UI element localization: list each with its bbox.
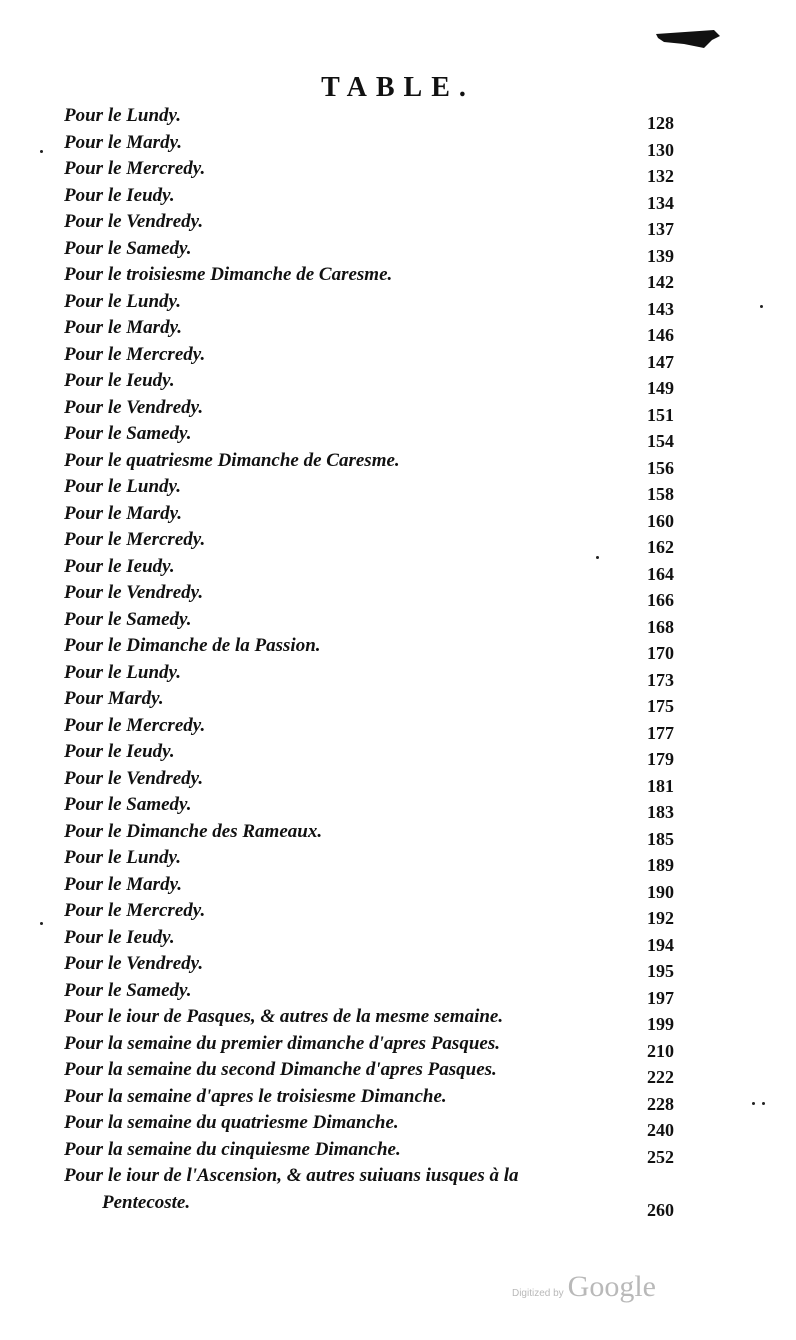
toc-entry xyxy=(64,1190,674,1220)
toc-entry xyxy=(64,395,674,425)
toc-entry-page: 132 xyxy=(647,166,674,186)
speck-mark xyxy=(762,1102,765,1105)
toc-entry-page: 143 xyxy=(647,298,674,319)
toc-entry-page: 190 xyxy=(647,881,674,902)
page-heading: TABLE. xyxy=(321,72,475,103)
toc-entry-page: 260 xyxy=(647,1199,674,1220)
toc-entry xyxy=(64,872,674,902)
speck-mark xyxy=(40,150,43,153)
toc-entry xyxy=(64,845,674,875)
toc-entry-label: Pour le Vendredy. xyxy=(64,396,204,418)
toc-entry xyxy=(64,1110,674,1140)
toc-entry xyxy=(64,130,674,160)
toc-entry-label: Pour le Mardy. xyxy=(64,873,183,895)
watermark-brand: Google xyxy=(567,1270,656,1303)
toc-entry-label: Pour le Vendredy. xyxy=(64,211,204,232)
toc-entry-page: 130 xyxy=(647,139,674,160)
toc-entry-label: Pour le Samedy. xyxy=(64,237,192,259)
toc-entry xyxy=(64,739,674,769)
toc-entry xyxy=(64,448,674,478)
toc-entry xyxy=(64,554,674,584)
toc-entry-label: Pour le Mercredy. xyxy=(64,158,206,179)
toc-entry xyxy=(64,580,674,610)
speck-mark xyxy=(752,1102,755,1105)
toc-entry-page: 199 xyxy=(647,1014,674,1034)
toc-entry-page: 137 xyxy=(647,219,674,239)
toc-entry-page: 151 xyxy=(647,404,674,425)
toc-entry xyxy=(64,898,674,928)
toc-entry-label: Pour le Samedy. xyxy=(64,423,192,444)
toc-entry xyxy=(64,421,674,451)
toc-entry xyxy=(64,527,674,557)
toc-entry xyxy=(64,236,674,266)
toc-entry-label: Pour le Mardy. xyxy=(64,131,183,153)
toc-entry xyxy=(64,1057,674,1087)
ink-blot-mark xyxy=(654,30,720,50)
toc-entry xyxy=(64,951,674,981)
toc-entry-page: 139 xyxy=(647,245,674,266)
toc-entry-label: Pour le Mercredy. xyxy=(64,343,206,365)
toc-entry xyxy=(64,686,674,716)
toc-entry-label: Pour le Dimanche des Rameaux. xyxy=(64,820,323,842)
toc-entry-page: 128 xyxy=(647,113,674,133)
toc-entry-page: 185 xyxy=(647,828,674,849)
toc-entry-page: 160 xyxy=(647,510,674,531)
toc-entry xyxy=(64,660,674,690)
toc-entry xyxy=(64,1137,674,1167)
toc-entry xyxy=(64,342,674,372)
toc-entry-page: 240 xyxy=(647,1120,674,1140)
toc-entry-page: 168 xyxy=(647,616,674,637)
toc-entry-label: Pentecoste. xyxy=(102,1191,191,1213)
toc-entry-label: Pour le Dimanche de la Passion. xyxy=(64,635,321,656)
toc-entry-page: 154 xyxy=(647,431,674,451)
toc-entry xyxy=(64,1004,674,1034)
toc-entry-page: 142 xyxy=(647,272,674,292)
speck-mark xyxy=(40,922,43,925)
toc-entry-label: Pour le Ieudy. xyxy=(64,926,175,948)
toc-entry xyxy=(64,474,674,504)
toc-entry-label: Pour le Mardy. xyxy=(64,502,183,524)
toc-entry xyxy=(64,368,674,398)
toc-entry xyxy=(64,183,674,213)
toc-entry-page: 156 xyxy=(647,457,674,478)
toc-entry-label: Pour le iour de l'Ascension, & autres suiuans iusques à la xyxy=(64,1165,519,1186)
toc-entry xyxy=(64,978,674,1008)
toc-entry-page: 162 xyxy=(647,537,674,557)
toc-entry-label: Pour le Lundy. xyxy=(64,661,181,683)
toc-entry-label: Pour le Mercredy. xyxy=(64,529,206,550)
toc-entry xyxy=(64,792,674,822)
toc-entry-page: 173 xyxy=(647,669,674,690)
watermark-prefix: Digitized by xyxy=(511,1288,564,1299)
toc-entry xyxy=(64,209,674,239)
toc-entry xyxy=(64,156,674,186)
toc-entry-label: Pour le quatriesme Dimanche de Caresme. xyxy=(64,449,400,471)
toc-entry-label: Pour la semaine du cinquiesme Dimanche. xyxy=(64,1138,401,1160)
toc-entry-label: Pour le Vendredy. xyxy=(64,582,204,603)
toc-entry-label: Pour le troisiesme Dimanche de Caresme. xyxy=(64,264,393,285)
toc-entry xyxy=(64,501,674,531)
digitized-by-watermark xyxy=(512,1270,656,1304)
speck-mark xyxy=(760,305,763,308)
toc-entry-page: 181 xyxy=(647,775,674,796)
toc-entry xyxy=(64,1163,674,1190)
toc-entry xyxy=(64,713,674,743)
toc-entry-label: Pour le Ieudy. xyxy=(64,555,175,577)
table-of-contents xyxy=(64,103,674,1220)
toc-entry-label: Pour la semaine d'apres le troisiesme Dimanche. xyxy=(64,1085,447,1107)
toc-entry-label: Pour le Lundy. xyxy=(64,476,181,497)
toc-entry-page: 197 xyxy=(647,987,674,1008)
toc-entry-label: Pour la semaine du premier dimanche d'apres Pasques. xyxy=(64,1032,500,1054)
toc-entry-page: 149 xyxy=(647,378,674,398)
toc-entry-page: 146 xyxy=(647,325,674,345)
toc-entry-page: 210 xyxy=(647,1040,674,1061)
toc-entry xyxy=(64,1031,674,1061)
toc-entry xyxy=(64,819,674,849)
toc-entry-label: Pour le Ieudy. xyxy=(64,370,175,391)
toc-entry-page: 158 xyxy=(647,484,674,504)
toc-entry-page: 228 xyxy=(647,1093,674,1114)
toc-entry-page: 164 xyxy=(647,563,674,584)
toc-entry xyxy=(64,103,674,133)
toc-entry-label: Pour le Mercredy. xyxy=(64,900,206,921)
toc-entry-page: 170 xyxy=(647,643,674,663)
toc-entry-page: 189 xyxy=(647,855,674,875)
toc-entry xyxy=(64,1084,674,1114)
toc-entry-label: Pour le Lundy. xyxy=(64,105,181,126)
toc-entry-page: 166 xyxy=(647,590,674,610)
toc-entry-page: 194 xyxy=(647,934,674,955)
toc-entry-page: 195 xyxy=(647,961,674,981)
speck-mark xyxy=(596,556,599,559)
toc-entry-page: 134 xyxy=(647,192,674,213)
toc-entry-page: 147 xyxy=(647,351,674,372)
toc-entry-label: Pour le Ieudy. xyxy=(64,741,175,762)
toc-entry-label: Pour le iour de Pasques, & autres de la mesme semaine. xyxy=(64,1006,504,1027)
toc-entry-label: Pour le Samedy. xyxy=(64,979,192,1001)
toc-entry-label: Pour le Mercredy. xyxy=(64,714,206,736)
toc-entry xyxy=(64,289,674,319)
toc-entry-page: 192 xyxy=(647,908,674,928)
toc-entry-label: Pour le Lundy. xyxy=(64,290,181,312)
toc-entry-page: 177 xyxy=(647,722,674,743)
toc-entry-page: 183 xyxy=(647,802,674,822)
toc-entry xyxy=(64,607,674,637)
toc-entry-label: Pour le Mardy. xyxy=(64,317,183,338)
toc-entry-label: Pour le Samedy. xyxy=(64,794,192,815)
toc-entry-page: 179 xyxy=(647,749,674,769)
toc-entry-label: Pour le Vendredy. xyxy=(64,953,204,974)
toc-entry-page: 252 xyxy=(647,1146,674,1167)
toc-entry-page: 222 xyxy=(647,1067,674,1087)
toc-entry xyxy=(64,633,674,663)
toc-entry-label: Pour la semaine du quatriesme Dimanche. xyxy=(64,1112,399,1133)
toc-entry xyxy=(64,315,674,345)
toc-entry xyxy=(64,925,674,955)
toc-entry-label: Pour le Lundy. xyxy=(64,847,181,868)
toc-entry-label: Pour le Samedy. xyxy=(64,608,192,630)
toc-entry xyxy=(64,766,674,796)
toc-entry-page: 175 xyxy=(647,696,674,716)
toc-entry-label: Pour le Vendredy. xyxy=(64,767,204,789)
toc-entry xyxy=(64,262,674,292)
toc-entry-label: Pour la semaine du second Dimanche d'apres Pasques. xyxy=(64,1059,497,1080)
toc-entry-label: Pour Mardy. xyxy=(64,688,164,709)
toc-entry-label: Pour le Ieudy. xyxy=(64,184,175,206)
